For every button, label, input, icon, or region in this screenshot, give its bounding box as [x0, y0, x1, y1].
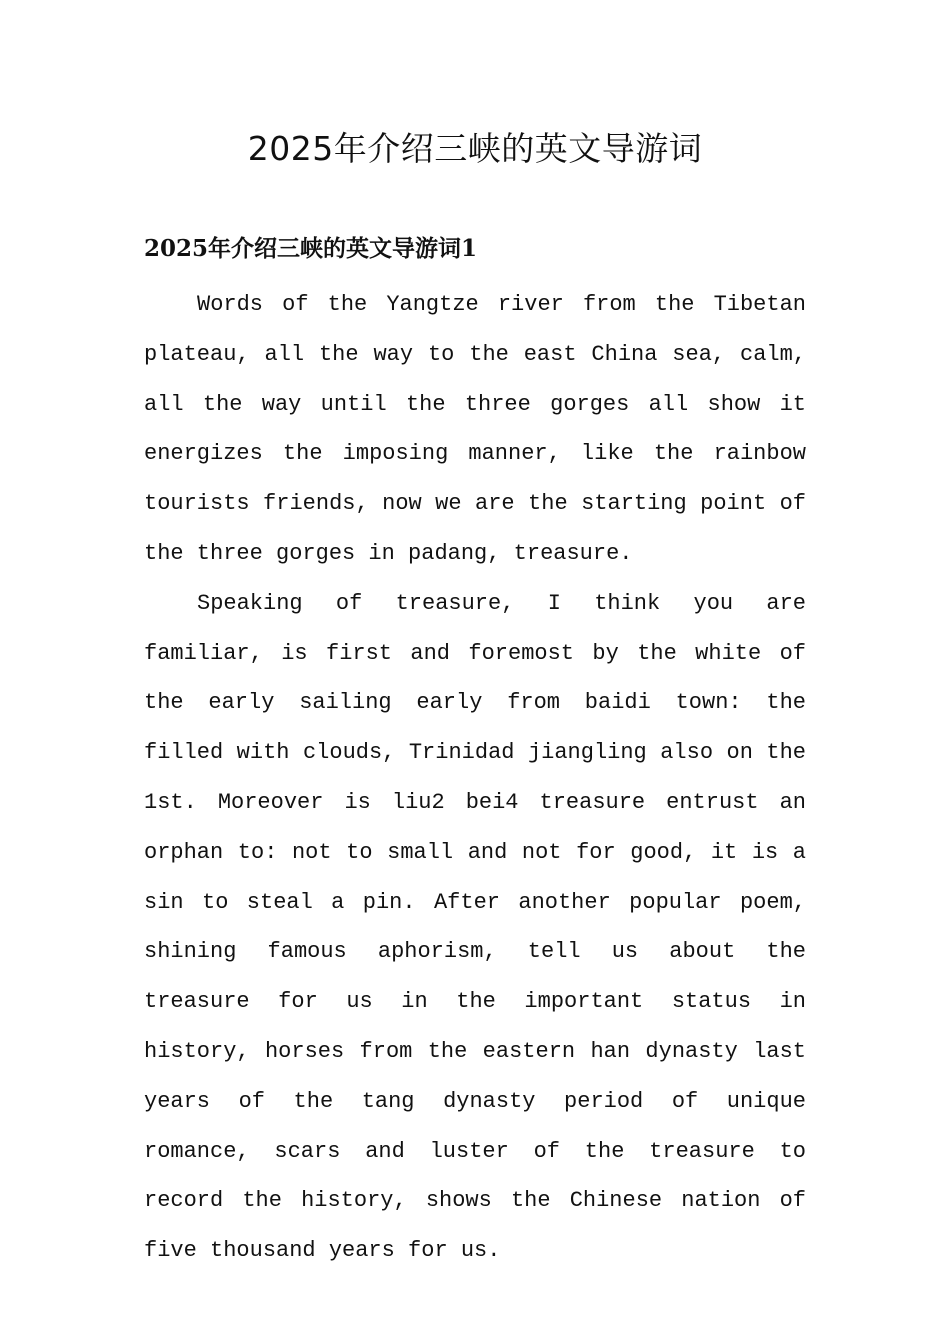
- paragraph-2: Speaking of treasure, I think you are familiar, is first and foremost by the white of the early sailing early from baidi town: the filled with clouds, Trinidad jiangling also on the 1st. Moreover is liu2 bei4 treasure entrust an orphan to: not to small and not for good, it is a sin to steal a pin. After another popular poem, shining famous aphorism, tell us about the treasure for us in the important status in history, horses from the eastern han dynasty last years of the tang dynasty period of unique romance, scars and luster of the treasure to record the history, shows the Chinese nation of five thousand years for us.: [144, 590, 806, 1264]
- paragraph-1: Words of the Yangtze river from the Tibetan plateau, all the way to the east China sea, calm, all the way until the three gorges all show it energizes the imposing manner, like the rainbow tourists friends, now we are the starting point of the three gorges in padang, treasure.: [144, 292, 806, 566]
- document-body: [144, 280, 806, 1276]
- section-heading: 2025年介绍三峡的英文导游词1: [144, 235, 478, 262]
- document-title: 2025年介绍三峡的英文导游词: [247, 129, 703, 168]
